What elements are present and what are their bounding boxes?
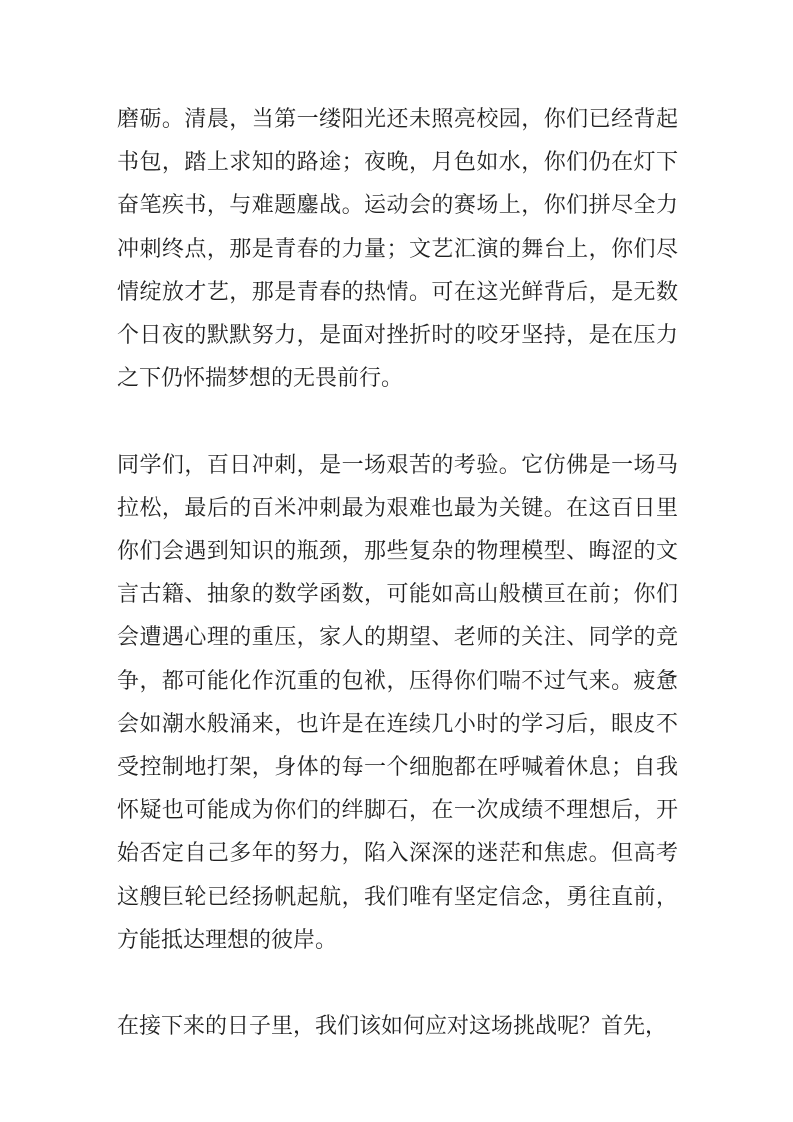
- paragraph-hundred-day-sprint: 同学们，百日冲刺，是一场艰苦的考验。它仿佛是一场马拉松，最后的百米冲刺最为艰难也最为关键。在这百日里你们会遇到知识的瓶颈，那些复杂的物理模型、晦涩的文言古籍、抽象的数学函数，可能如高山般横亘在前；你们会遭遇心理的重压，家人的期望、老师的关注、同学的竞争，都可能化作沉重的包袱，压得你们喘不过气来。疲惫会如潮水般涌来，也许是在连续几小时的学习后，眼皮不受控制地打架，身体的每一个细胞都在呼喊着休息；自我怀疑也可能成为你们的绊脚石，在一次成绩不理想后，开始否定自己多年的努力，陷入深深的迷茫和焦虑。但高考这艘巨轮已经扬帆起航，我们唯有坚定信念，勇往直前，方能抵达理想的彼岸。: [117, 451, 678, 952]
- paragraph-facing-the-challenge: 在接下来的日子里，我们该如何应对这场挑战呢？首先，: [117, 1013, 668, 1039]
- document-body-text: [117, 97, 678, 1047]
- paragraph-youth-effort: 磨砺。清晨，当第一缕阳光还未照亮校园，你们已经背起书包，踏上求知的路途；夜晚，月色如水，你们仍在灯下奋笔疾书，与难题鏖战。运动会的赛场上，你们拼尽全力冲刺终点，那是青春的力量；文艺汇演的舞台上，你们尽情绽放才艺，那是青春的热情。可在这光鲜背后，是无数个日夜的默默努力，是面对挫折时的咬牙坚持，是在压力之下仍怀揣梦想的无畏前行。: [117, 106, 678, 391]
